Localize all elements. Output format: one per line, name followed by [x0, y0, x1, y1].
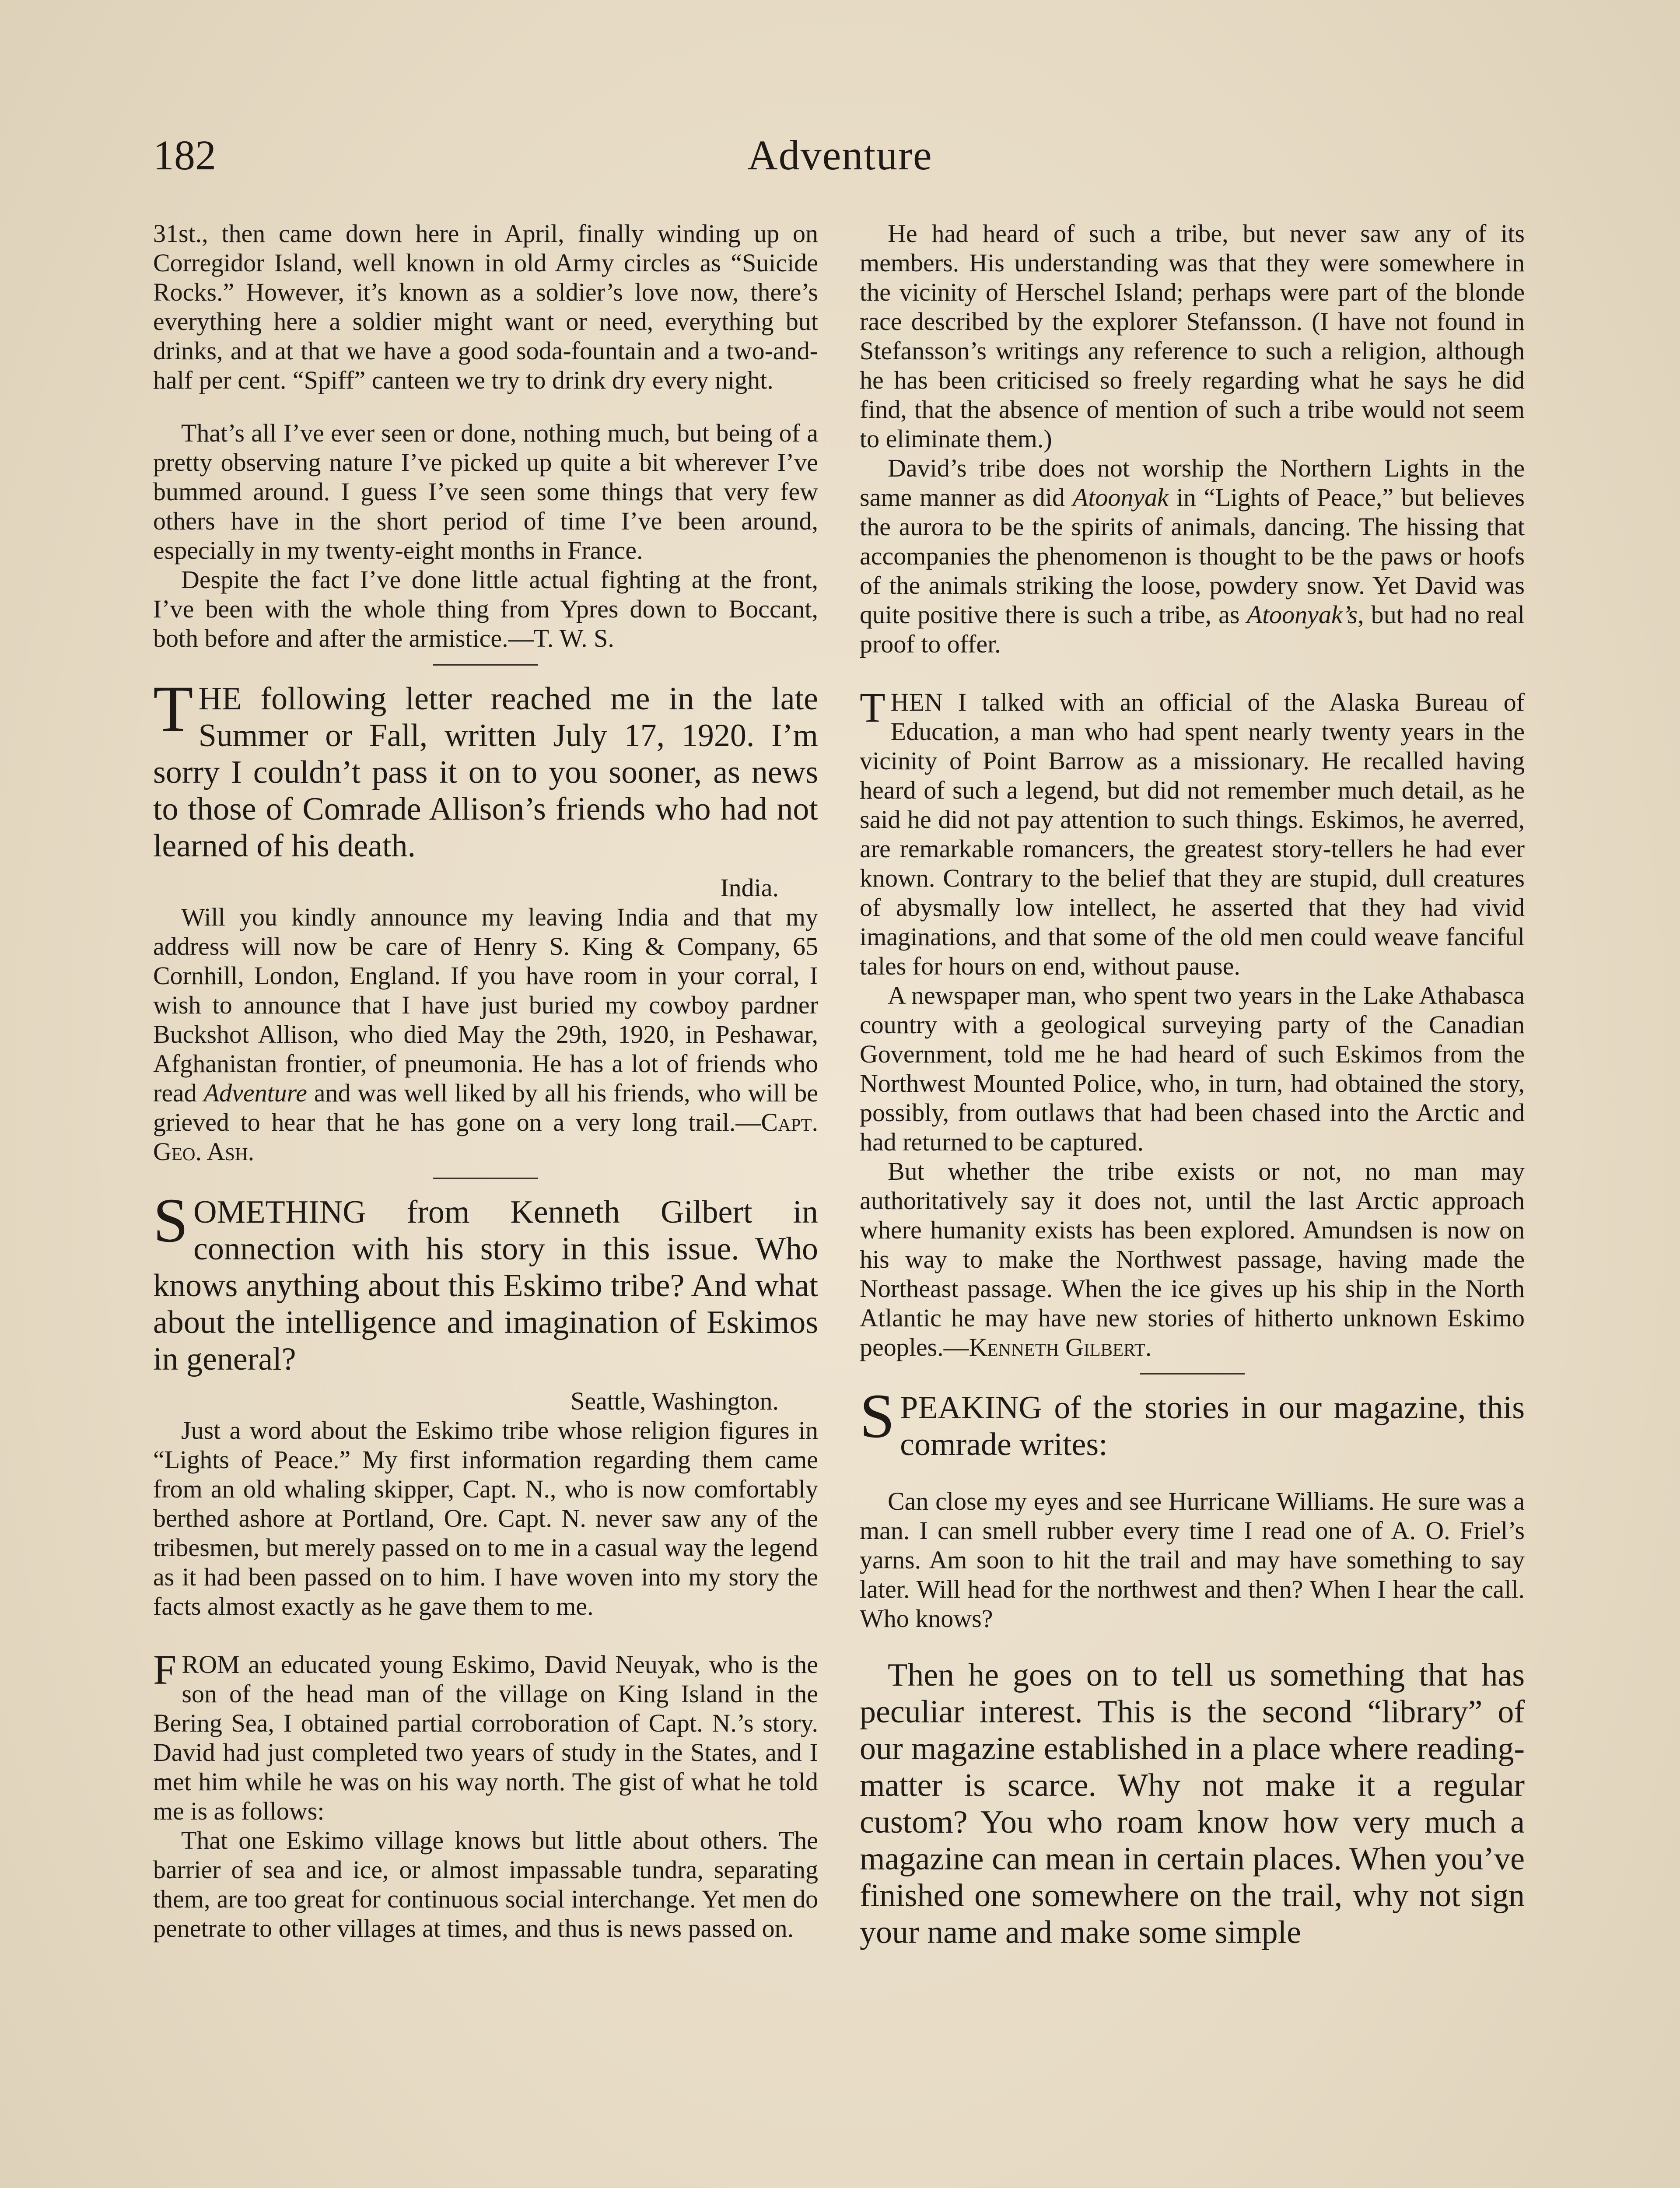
- editor-closing: Then he goes on to tell us something that has peculiar interest. This is the second “library” of our magazine established in a place where reading-matter is scarce. Why not make it a regular custom? You who roam know how very much a magazine can mean in certain places. When you’ve finished one somewhere on the trail, why not sign your name and make some simple: [860, 1657, 1525, 1950]
- letter-body: But whether the tribe exists or not, no man may authoritatively say it does not, until the last Arctic approach where humanity exists has been explored. Amundsen is now on his way to make the Northwest passage, having made the Northeast passage. When the ice gives up his ship in the North Atlantic he may have new stories of hitherto unknown Eskimo peoples.—Kenneth Gilbert.: [860, 1157, 1525, 1361]
- section-divider: [433, 1178, 538, 1179]
- paragraph: Despite the fact I’ve done little actual fighting at the front, I’ve been with the whole thing from Ypres down to Boccant, both before and after the armistice.—T. W. S.: [153, 565, 818, 652]
- letter-body: THEN I talked with an official of the Alaska Bureau of Education, a man who had spent nearly twenty years in the vicinity of Point Barrow as a missionary. He recalled having heard of such a legend, but did not remember much detail, as he said he did not pay attention to such things. Eskimos, he averred, are remarkable romancers, the greatest story-tellers he had ever known. Contrary to the belief that they are stupid, dull creatures of abysmally low intellect, he asserted that they had vivid imaginations, and that some of the old men could weave fanciful tales for hours on end, without pause.: [860, 684, 1525, 980]
- drop-cap: F: [153, 1646, 177, 1693]
- page-number: 182: [153, 132, 216, 179]
- signature: Capt. Geo. Ash.: [153, 1108, 818, 1166]
- section-divider: [433, 664, 538, 666]
- letter-body: FROM an educated young Eskimo, David Neuyak, who is the son of the head man of the village on King Island in the Bering Sea, I obtained partial corroboration of Capt. N.’s story. David had just completed two years of study in the States, and I met him while he was on his way north. The gist of what he told me is as follows:: [153, 1646, 818, 1825]
- letter-body: That one Eskimo village knows but little about others. The barrier of sea and ice, or almost impassable tundra, separating them, are too great for continuous social interchange. Yet men do penetrate to other villages at times, and thus is news passed on.: [153, 1826, 818, 1943]
- drop-cap: T: [153, 673, 193, 745]
- left-column: [153, 219, 818, 1943]
- paragraph: That’s all I’ve ever seen or done, nothing much, but being of a pretty observing nature I’ve picked up quite a bit wherever I’ve bummed around. I guess I’ve seen some things that very few others have in the short period of time I’ve been around, especially in my twenty-eight months in France.: [153, 419, 818, 565]
- running-head: Adventure: [747, 132, 933, 179]
- letter-body: David’s tribe does not worship the Northern Lights in the same manner as did Atoonyak in “Lights of Peace,” but believes the aurora to be the spirits of animals, dancing. The hissing that accompanies the phenomenon is thought to be the paws or hoofs of the animals striking the loose, powdery snow. Yet David was quite positive there is such a tribe, as Atoonyak’s, but had no real proof to offer.: [860, 454, 1525, 658]
- drop-cap: T: [860, 684, 886, 731]
- paragraph: 31st., then came down here in April, finally winding up on Corregidor Island, well known in old Army circles as “Suicide Rocks.” However, it’s known as a soldier’s love now, there’s everything here a soldier might want or need, everything but drinks, and at that we have a good soda-fountain and a two-and-half per cent. “Spiff” canteen we try to drink dry every night.: [153, 219, 818, 394]
- right-column: [860, 219, 1525, 1951]
- signature: Kenneth Gilbert.: [969, 1333, 1152, 1361]
- letter-body: Will you kindly announce my leaving India and that my address will now be care of Henry S. King & Company, 65 Cornhill, London, England. If you have room in your corral, I wish to announce that I have just buried my cowboy pardner Buckshot Allison, who died May the 29th, 1920, in Peshawar, Afghanistan frontier, of pneumonia. He has a lot of friends who read Adventure and was well liked by all his friends, who will be grieved to hear that he has gone on a very long trail.—Capt. Geo. Ash.: [153, 903, 818, 1166]
- section-divider: [1140, 1373, 1245, 1375]
- letter-place: Seattle, Washington.: [570, 1387, 779, 1415]
- drop-cap: S: [860, 1382, 895, 1451]
- letter-place: India.: [720, 873, 779, 902]
- drop-cap: S: [153, 1186, 189, 1255]
- letter-body: Just a word about the Eskimo tribe whose religion figures in “Lights of Peace.” My first information regarding them came from an old whaling skipper, Capt. N., who is now comfortably berthed ashore at Portland, Ore. Capt. N. never saw any of the tribesmen, but merely passed on to me in a casual way the legend as it had been passed on to him. I have woven into my story the facts almost exactly as he gave them to me.: [153, 1416, 818, 1620]
- letter-body: Can close my eyes and see Hurricane Williams. He sure was a man. I can smell rubber every time I read one of A. O. Friel’s yarns. Am soon to hit the trail and may have something to say later. Will head for the northwest and then? When I hear the call. Who knows?: [860, 1487, 1525, 1633]
- letter-body: A newspaper man, who spent two years in the Lake Athabasca country with a geological surveying party of the Canadian Government, told me he had heard of such Eskimos from the Northwest Mounted Police, who, in turn, had obtained the story, possibly, from outlaws that had been chased into the Arctic and had returned to be captured.: [860, 981, 1525, 1156]
- letter-body: He had heard of such a tribe, but never saw any of its members. His understanding was that they were somewhere in the vicinity of Herschel Island; perhaps were part of the blonde race described by the explorer Stefansson. (I have not found in Stefansson’s writings any reference to such a religion, although he has been criticised so freely regarding what he says he did find, that the absence of mention of such a tribe would not seem to eliminate them.): [860, 219, 1525, 453]
- editor-intro: SPEAKING of the stories in our magazine, this comrade writes:: [860, 1382, 1525, 1462]
- editor-intro: SOMETHING from Kenneth Gilbert in connection with his story in this issue. Who knows anything about this Eskimo tribe? And what about the intelligence and imagination of Eskimos in general?: [153, 1186, 818, 1377]
- page-header: [153, 127, 1527, 188]
- editor-intro: THE following letter reached me in the late Summer or Fall, written July 17, 1920. I’m sorry I couldn’t pass it on to you sooner, as news to those of Comrade Allison’s friends who had not learned of his death.: [153, 673, 818, 864]
